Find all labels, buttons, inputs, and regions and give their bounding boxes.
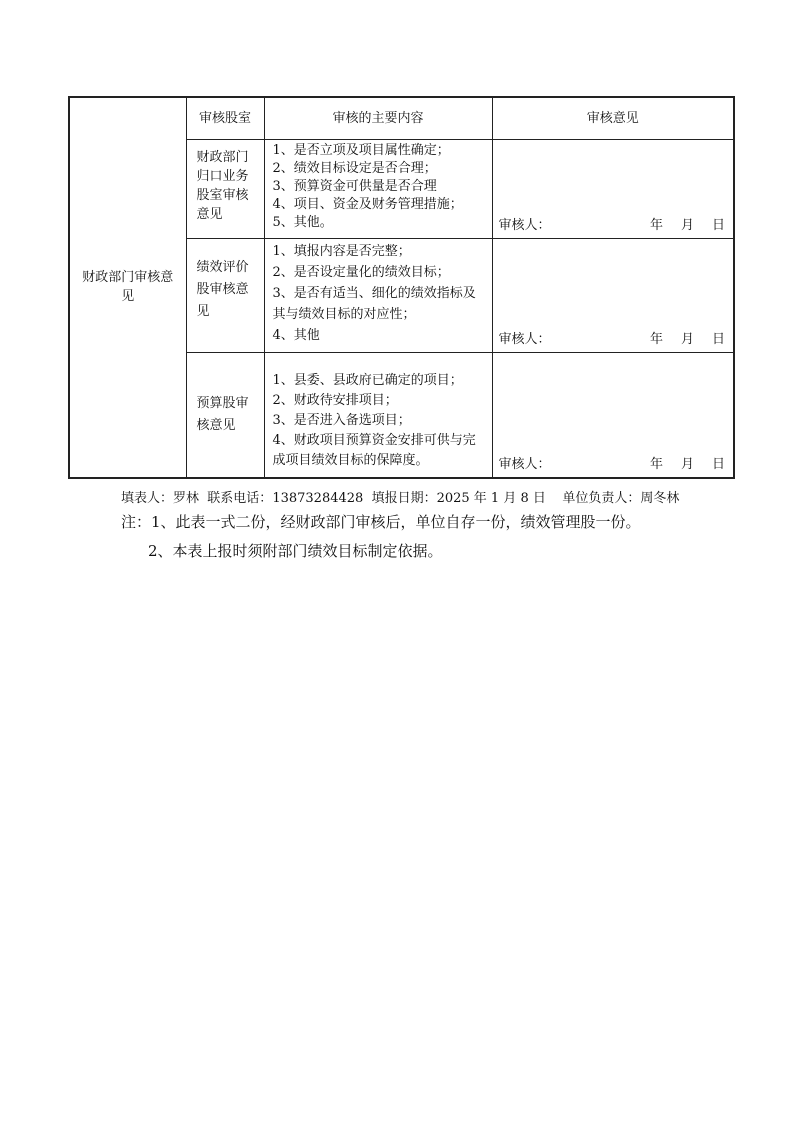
- content-column-header: 审核的主要内容: [264, 97, 492, 139]
- dept-cell: 财政部门归口业务股室审核意见: [186, 139, 264, 238]
- phone-number: 13873284428: [272, 491, 364, 506]
- opinion-column-header: 审核意见: [492, 97, 734, 139]
- opinion-cell: [492, 352, 734, 478]
- sign-row: [499, 455, 726, 474]
- leader-name: 周冬林: [640, 491, 680, 506]
- sign-date: 年 月 日: [649, 331, 725, 347]
- sign-row: [499, 330, 726, 349]
- dept-cell: 绩效评价股审核意见: [186, 238, 264, 352]
- sign-date: 年 月 日: [649, 456, 725, 472]
- opinion-cell: [492, 139, 734, 238]
- note-2: 2、本表上报时须附部门绩效目标制定依据。: [148, 542, 443, 560]
- dept-column-header: 审核股室: [186, 97, 264, 139]
- leader-label: 单位负责人：: [562, 491, 641, 506]
- opinion-cell: [492, 238, 734, 352]
- content-item: 1、是否立项及项目属性确定；: [272, 142, 450, 158]
- filler-label: 填表人：: [121, 491, 174, 506]
- fill-date: 2025 年 1 月 8 日: [436, 491, 546, 506]
- reviewer-label: 审核人：: [498, 456, 551, 472]
- sign-date: 年 月 日: [649, 217, 725, 233]
- date-label: 填报日期：: [371, 491, 437, 506]
- content-item: 4、其他: [272, 327, 320, 343]
- content-item: 2、财政待安排项目；: [272, 392, 398, 408]
- content-cell: [264, 352, 492, 478]
- content-item: 1、填报内容是否完整；: [272, 243, 411, 259]
- content-item: 4、财政项目预算资金安排可供与完成项目绩效目标的保障度。: [272, 432, 476, 468]
- content-item: 2、是否设定量化的绩效目标；: [272, 264, 450, 280]
- filler-info-line: [121, 487, 679, 506]
- note-1: 注：1、此表一式二份，经财政部门审核后，单位自存一份，绩效管理股一份。: [121, 513, 641, 531]
- sign-row: [499, 216, 726, 235]
- content-item: 2、绩效目标设定是否合理；: [272, 160, 437, 176]
- finance-review-header: 财政部门审核意见: [69, 97, 186, 478]
- phone-label: 联系电话：: [207, 491, 273, 506]
- dept-cell: 预算股审核意见: [186, 352, 264, 478]
- content-item: 4、项目、资金及财务管理措施；: [272, 196, 463, 212]
- reviewer-label: 审核人：: [498, 217, 551, 233]
- content-item: 3、是否进入备选项目；: [272, 412, 411, 428]
- filler-name: 罗林: [173, 491, 200, 506]
- reviewer-label: 审核人：: [498, 331, 551, 347]
- content-cell: [264, 139, 492, 238]
- content-item: 3、是否有适当、细化的绩效指标及其与绩效目标的对应性；: [272, 285, 476, 322]
- review-table: [68, 96, 735, 479]
- content-item: 5、其他。: [272, 214, 333, 230]
- content-item: 1、县委、县政府已确定的项目；: [272, 372, 463, 388]
- content-item: 3、预算资金可供量是否合理: [272, 178, 437, 194]
- content-cell: [264, 238, 492, 352]
